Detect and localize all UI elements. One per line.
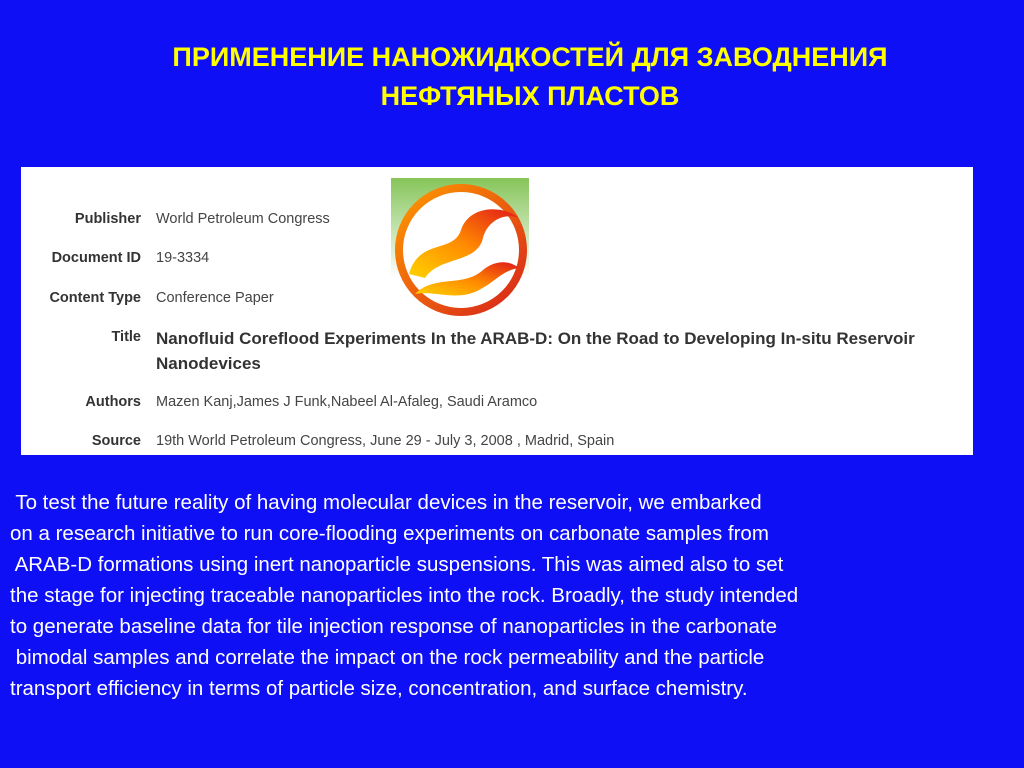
abstract-line: to generate baseline data for tile injection response of nanoparticles in the carbonate <box>10 615 777 638</box>
abstract-line: the stage for injecting traceable nanoparticles into the rock. Broadly, the study intended <box>10 584 799 607</box>
abstract-line: To test the future reality of having molecular devices in the reservoir, we embarked <box>10 491 762 514</box>
authors-label: Authors <box>85 394 141 410</box>
source-value: 19th World Petroleum Congress, June 29 - July 3, 2008 , Madrid, Spain <box>156 433 615 449</box>
slide-title-line-1: ПРИМЕНЕНИЕ НАНОЖИДКОСТЕЙ ДЛЯ ЗАВОДНЕНИЯ <box>172 42 888 72</box>
paper-record-card <box>21 167 973 455</box>
world-petroleum-congress-logo-icon <box>391 178 529 316</box>
source-label: Source <box>91 433 141 449</box>
slide-title <box>40 38 1020 116</box>
paper-title-value: Nanofluid Coreflood Experiments In the ARAB-D: On the Road to Developing In-situ Reservoir Nanodevices <box>156 329 915 373</box>
document-id-value: 19-3334 <box>156 250 210 266</box>
document-id-label: Document ID <box>51 250 141 266</box>
authors-value: Mazen Kanj,James J Funk,Nabeel Al-Afaleg, Saudi Aramco <box>156 394 538 410</box>
abstract-paragraph <box>10 487 1014 704</box>
content-type-value: Conference Paper <box>156 290 274 306</box>
publisher-value: World Petroleum Congress <box>156 211 330 227</box>
slide-title-line-2: НЕФТЯНЫХ ПЛАСТОВ <box>380 81 680 111</box>
abstract-line: ARAB-D formations using inert nanoparticle suspensions. This was aimed also to set <box>10 553 784 576</box>
abstract-line: on a research initiative to run core-flooding experiments on carbonate samples from <box>10 522 769 545</box>
title-label: Title <box>111 329 141 345</box>
publisher-label: Publisher <box>74 211 141 227</box>
abstract-line: transport efficiency in terms of particle size, concentration, and surface chemistry. <box>10 677 748 700</box>
content-type-label: Content Type <box>49 290 141 306</box>
abstract-line: bimodal samples and correlate the impact on the rock permeability and the particle <box>10 646 765 669</box>
